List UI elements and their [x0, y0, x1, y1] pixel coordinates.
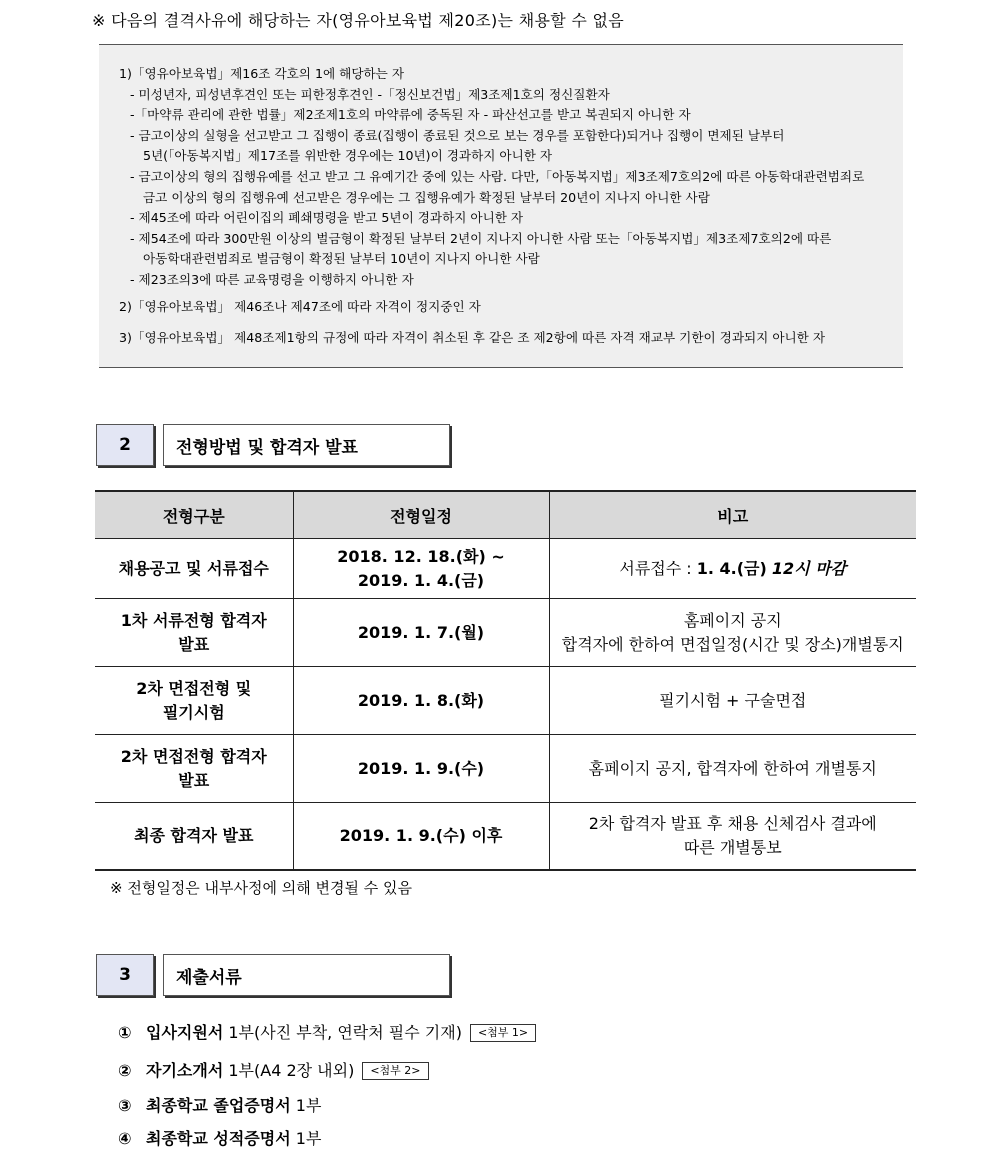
disq-line: 1)「영유아보육법」제16조 각호의 1에 해당하는 자 — [119, 66, 404, 81]
section-title: 전형방법 및 합격자 발표 — [163, 424, 450, 466]
disqualification-box — [99, 44, 903, 368]
item-number: ② — [118, 1061, 132, 1080]
stage-text: 2차 면접전형 합격자 발표 — [120, 746, 267, 790]
document-detail: 1부(A4 2장 내외) — [228, 1061, 355, 1080]
disqualification-notice: ※ 다음의 결격사유에 해당하는 자(영유아보육법 제20조)는 채용할 수 없음 — [92, 11, 625, 30]
disq-line: - 금고이상의 실형을 선고받고 그 집행이 종료(집행이 종료된 것으로 보는 경우를 포함한다)되거나 집행이 면제된 날부터 — [130, 127, 785, 143]
disq-line: 3)「영유아보육법」 제48조제1항의 규정에 따라 자격이 취소된 후 같은 조 제2항에 따른 자격 재교부 기한이 경과되지 아니한 자 — [119, 330, 825, 346]
item-number: ④ — [118, 1129, 132, 1148]
document-detail: 1부 — [295, 1096, 322, 1115]
document-item — [118, 1058, 429, 1081]
note-text: 홈페이지 공지 합격자에 한하여 면접일정(시간 및 장소)개별통지 — [561, 610, 904, 654]
section-number: 3 — [96, 954, 154, 996]
schedule-table — [95, 490, 916, 871]
disq-line: - 미성년자, 피성년후견인 또는 피한정후견인 -「정신보건법」제3조제1호의 정신질환자 — [130, 86, 610, 102]
disq-line: 2)「영유아보육법」 제46조나 제47조에 따라 자격이 정지중인 자 — [119, 298, 481, 314]
note-cell: 필기시험 + 구술면접 — [549, 667, 916, 735]
document-item — [118, 1126, 321, 1149]
section-title: 제출서류 — [163, 954, 450, 996]
document-item — [118, 1020, 536, 1043]
date-cell: 2019. 1. 9.(수) — [293, 735, 549, 803]
attachment-tag: <첨부 2> — [362, 1062, 428, 1080]
date-cell — [293, 539, 549, 599]
stage-cell — [95, 735, 293, 803]
disq-line: - 금고이상의 형의 집행유예를 선고 받고 그 유예기간 중에 있는 사람. 다만,「아동복지법」제3조제7호의2에 따른 아동학대관련범죄로 — [130, 168, 865, 184]
column-header: 전형일정 — [293, 491, 549, 539]
date-cell: 2019. 1. 8.(화) — [293, 667, 549, 735]
disq-line: - 제54조에 따라 300만원 이상의 벌금형이 확정된 날부터 2년이 지나지 아니한 사람 또는「아동복지법」제3조제7호의2에 따른 — [130, 230, 832, 246]
note-italic: 12시 마감 — [771, 558, 847, 578]
stage-cell: 채용공고 및 서류접수 — [95, 539, 293, 599]
table-row — [95, 599, 916, 667]
disq-line: - 제23조의3에 따른 교육명령을 이행하지 아니한 자 — [130, 271, 414, 287]
stage-cell: 최종 합격자 발표 — [95, 803, 293, 870]
table-row — [95, 539, 916, 599]
stage-cell — [95, 667, 293, 735]
note-cell — [549, 599, 916, 667]
column-header: 비고 — [549, 491, 916, 539]
stage-text: 2차 면접전형 및 필기시험 — [136, 678, 252, 722]
disq-line: -「마약류 관리에 관한 법률」제2조제1호의 마약류에 중독된 자 - 파산선고를 받고 복권되지 아니한 자 — [130, 107, 691, 123]
document-name: 최종학교 성적증명서 — [146, 1129, 291, 1148]
disq-line: 5년(「아동복지법」제17조를 위반한 경우에는 10년)이 경과하지 아니한 자 — [143, 148, 553, 164]
note-bold: 1. 4.(금) — [696, 558, 767, 578]
table-row — [95, 667, 916, 735]
document-detail: 1부(사진 부착, 연락처 필수 기재) — [228, 1023, 462, 1042]
stage-cell — [95, 599, 293, 667]
note-cell — [549, 539, 916, 599]
document-item — [118, 1093, 321, 1116]
table-row — [95, 735, 916, 803]
section-2-header — [96, 424, 454, 466]
document-name: 최종학교 졸업증명서 — [146, 1096, 291, 1115]
date-cell: 2019. 1. 7.(월) — [293, 599, 549, 667]
item-number: ① — [118, 1023, 132, 1042]
disq-line: 금고 이상의 형의 집행유예 선고받은 경우에는 그 집행유예가 확정된 날부터 20년이 지나지 아니한 사람 — [143, 189, 710, 205]
note-cell — [549, 803, 916, 870]
column-header: 전형구분 — [95, 491, 293, 539]
document-name: 입사지원서 — [146, 1023, 224, 1042]
note-text: 2차 합격자 발표 후 채용 신체검사 결과에 따른 개별통보 — [588, 813, 877, 857]
document-detail: 1부 — [295, 1129, 322, 1148]
note-text: 서류접수 : — [619, 558, 697, 578]
date-cell: 2019. 1. 9.(수) 이후 — [293, 803, 549, 870]
date-text: 2018. 12. 18.(화) ~ 2019. 1. 4.(금) — [337, 546, 505, 590]
attachment-tag: <첨부 1> — [470, 1024, 536, 1042]
table-header-row — [95, 491, 916, 539]
disq-line: - 제45조에 따라 어린이집의 폐쇄명령을 받고 5년이 경과하지 아니한 자 — [130, 210, 524, 226]
schedule-note: ※ 전형일정은 내부사정에 의해 변경될 수 있음 — [110, 879, 412, 897]
section-number: 2 — [96, 424, 154, 466]
section-3-header — [96, 954, 454, 996]
item-number: ③ — [118, 1096, 132, 1115]
stage-text: 1차 서류전형 합격자 발표 — [120, 610, 267, 654]
table-row — [95, 803, 916, 870]
note-cell: 홈페이지 공지, 합격자에 한하여 개별통지 — [549, 735, 916, 803]
document-name: 자기소개서 — [146, 1061, 224, 1080]
disq-line: 아동학대관련범죄로 벌금형이 확정된 날부터 10년이 지나지 아니한 사람 — [143, 251, 540, 267]
